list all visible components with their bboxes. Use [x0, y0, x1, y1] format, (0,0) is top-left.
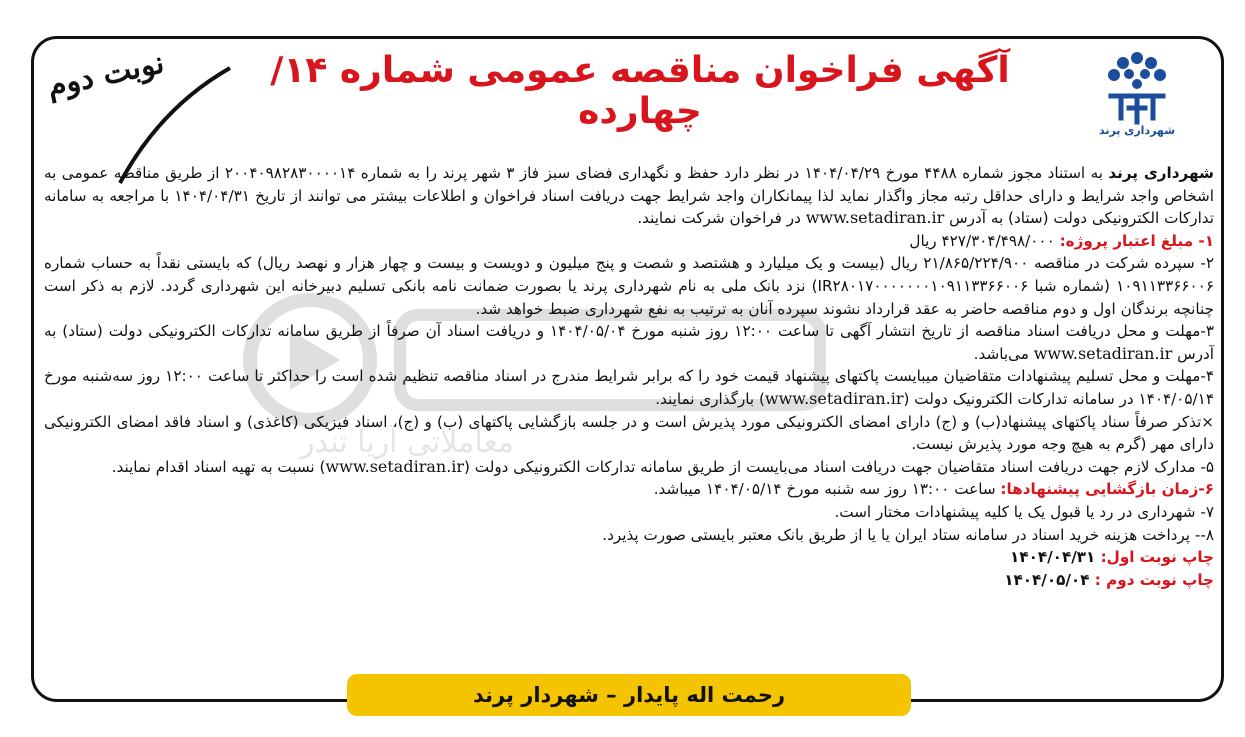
item-4: [44, 365, 1214, 410]
watermark-text: معاملاتی آریا تندر: [300, 425, 515, 460]
intro-text: به استناد مجوز شماره ۴۴۸۸ مورخ ۱۴۰۴/۰۴/۲۹ در نظر دارد حفظ و نگهداری فضای سبز فاز ۳ شهر پرند را به شماره ۲۰۰۴۰۹۸۲۸۳۰۰۰۰۱۴ از طریق مناقصه عمومی به اشخاص واجد شرایط و دارای حداقل رتبه مجاز واگذار نماید لذا پیمانکاران واجد شرایط جهت دریافت اسناد فراخوان و اطلاعات بیشتر می توانند از تاریخ ۱۴۰۴/۰۴/۳۱ با مراجعه به سامانه تدارکات الکترونیکی دولت (ستاد) به آدرس: [44, 164, 1214, 228]
intro-paragraph: [44, 162, 1214, 230]
logo-caption: شهرداری پرند: [1098, 124, 1176, 137]
organization-name: شهرداری پرند: [1108, 164, 1214, 182]
print-first: [44, 546, 1214, 569]
setad-link[interactable]: www.setadiran.ir: [805, 208, 945, 228]
item-6-label: ۶-زمان بازگشایی پیشنهادها:: [1000, 480, 1214, 499]
item-3: [44, 320, 1214, 365]
setad-link[interactable]: www.setadiran.ir: [325, 456, 465, 476]
item-1-label: ۱- مبلغ اعتبار پروژه:: [1059, 231, 1214, 250]
item-5-text: ۵- مدارک لازم جهت دریافت اسناد متقاضیان جهت دریافت اسناد می‌بایست از طریق سامانه تدارکات الکترونیکی دولت (: [464, 457, 1214, 476]
note: ×تذکر صرفاً سناد پاکتهای پیشنهاد(ب) و (ج) دارای امضای الکترونیکی مورد پذیرش است و در جلسه بازگشایی پاکتهای (ب) و (ج)، اسناد فیزیکی (کاغذی) و اسناد فاقد امضای الکترونیکی دارای مهر (گرم به هیچ وجه مورد پذیرش نیست.: [44, 412, 1214, 454]
notice-title: آگهی فراخوان مناقصه عمومی شماره ۱۴/چهارده: [270, 50, 1010, 132]
item-3-text: ۳-مهلت و محل دریافت اسناد مناقصه از تاریخ انتشار آگهی تا ساعت ۱۲:۰۰ روز شنبه مورخ ۱۴۰۴/۰۵/۰۴ و دریافت اسناد آن صرفاً از طریق سامانه تدارکات الکترونیکی دولت (ستاد) به آدرس: [44, 322, 1214, 363]
notice-body: [44, 162, 1214, 591]
item-6: [44, 478, 1214, 501]
edition-stamp: نوبت دوم: [44, 45, 168, 105]
item-6-value: ساعت ۱۳:۰۰ روز سه شنبه مورخ ۱۴۰۴/۰۵/۱۴ میباشد.: [653, 480, 1001, 499]
item-3-tail: می‌باشد.: [973, 344, 1034, 363]
print-second: [44, 569, 1214, 592]
item-5: [44, 456, 1214, 479]
item-4-tail: ) بارگذاری نمایند.: [655, 389, 765, 408]
print-second-label: چاپ نوبت دوم :: [1094, 570, 1214, 589]
setad-link[interactable]: www.setadiran.ir: [764, 388, 904, 408]
intro-tail: در فراخوان شرکت نمایند.: [637, 209, 806, 228]
print-second-date: ۱۴۰۴/۰۵/۰۴: [1004, 570, 1095, 589]
item-4-text: ۴-مهلت و محل تسلیم پیشنهادات متقاضیان میبایست پاکتهای پیشنهاد قیمت خود را که برابر شرایط مندرج در اسناد مناقصه تنظیم شده است را حداکثر تا ساعت ۱۲:۰۰ روز سه‌شنبه مورخ ۱۴۰۴/۰۵/۱۴ در سامانه تدارکات الکترونیک دولت (: [44, 367, 1214, 408]
item-2: ۲- سپرده شرکت در مناقصه ۲۱/۸۶۵/۲۲۴/۹۰۰ ریال (بیست و یک میلیارد و هشتصد و شصت و پنج میلیون و دویست و بیست و چهار هزار و نهصد ریال) که بایستی نقداً به حساب شماره ۱۰۹۱۱۳۳۶۶۰۰۶ (شماره شبا IR۲۸۰۱۷۰۰۰۰۰۰۰۱۰۹۱۱۳۳۶۶۰۰۶) نزد بانک ملی به نام شهرداری پرند یا بصورت ضمانت نامه بانکی تسلیم دبیرخانه این شهرداری گردد. لازم به ذکر است چنانچه برندگان اول و دوم مناقصه حاضر به عقد قرارداد نشوند سپرده آنان به ترتیب به نفع شهرداری ضبط خواهد شد.: [44, 254, 1214, 318]
item-5-tail: ) نسبت به تهیه اسناد اقدام نمایند.: [111, 457, 326, 476]
signature-bar: رحمت اله پایدار – شهردار پرند: [347, 674, 911, 716]
item-7: ۷- شهرداری در رد یا قبول یک یا کلیه پیشنهادات مختار است.: [834, 502, 1214, 521]
print-first-label: چاپ نوبت اول:: [1100, 548, 1214, 567]
item-1-value: ۴۲۷/۳۰۴/۴۹۸/۰۰۰ ریال: [909, 231, 1060, 250]
item-1: [44, 230, 1214, 253]
print-first-date: ۱۴۰۴/۰۴/۳۱: [1010, 548, 1101, 567]
item-8: ۸-- پرداخت هزینه خرید اسناد در سامانه ستاد ایران یا یا از طریق بانک معتبر بایستی صورت پذیرد.: [602, 525, 1214, 544]
setad-link[interactable]: www.setadiran.ir: [1033, 343, 1173, 363]
